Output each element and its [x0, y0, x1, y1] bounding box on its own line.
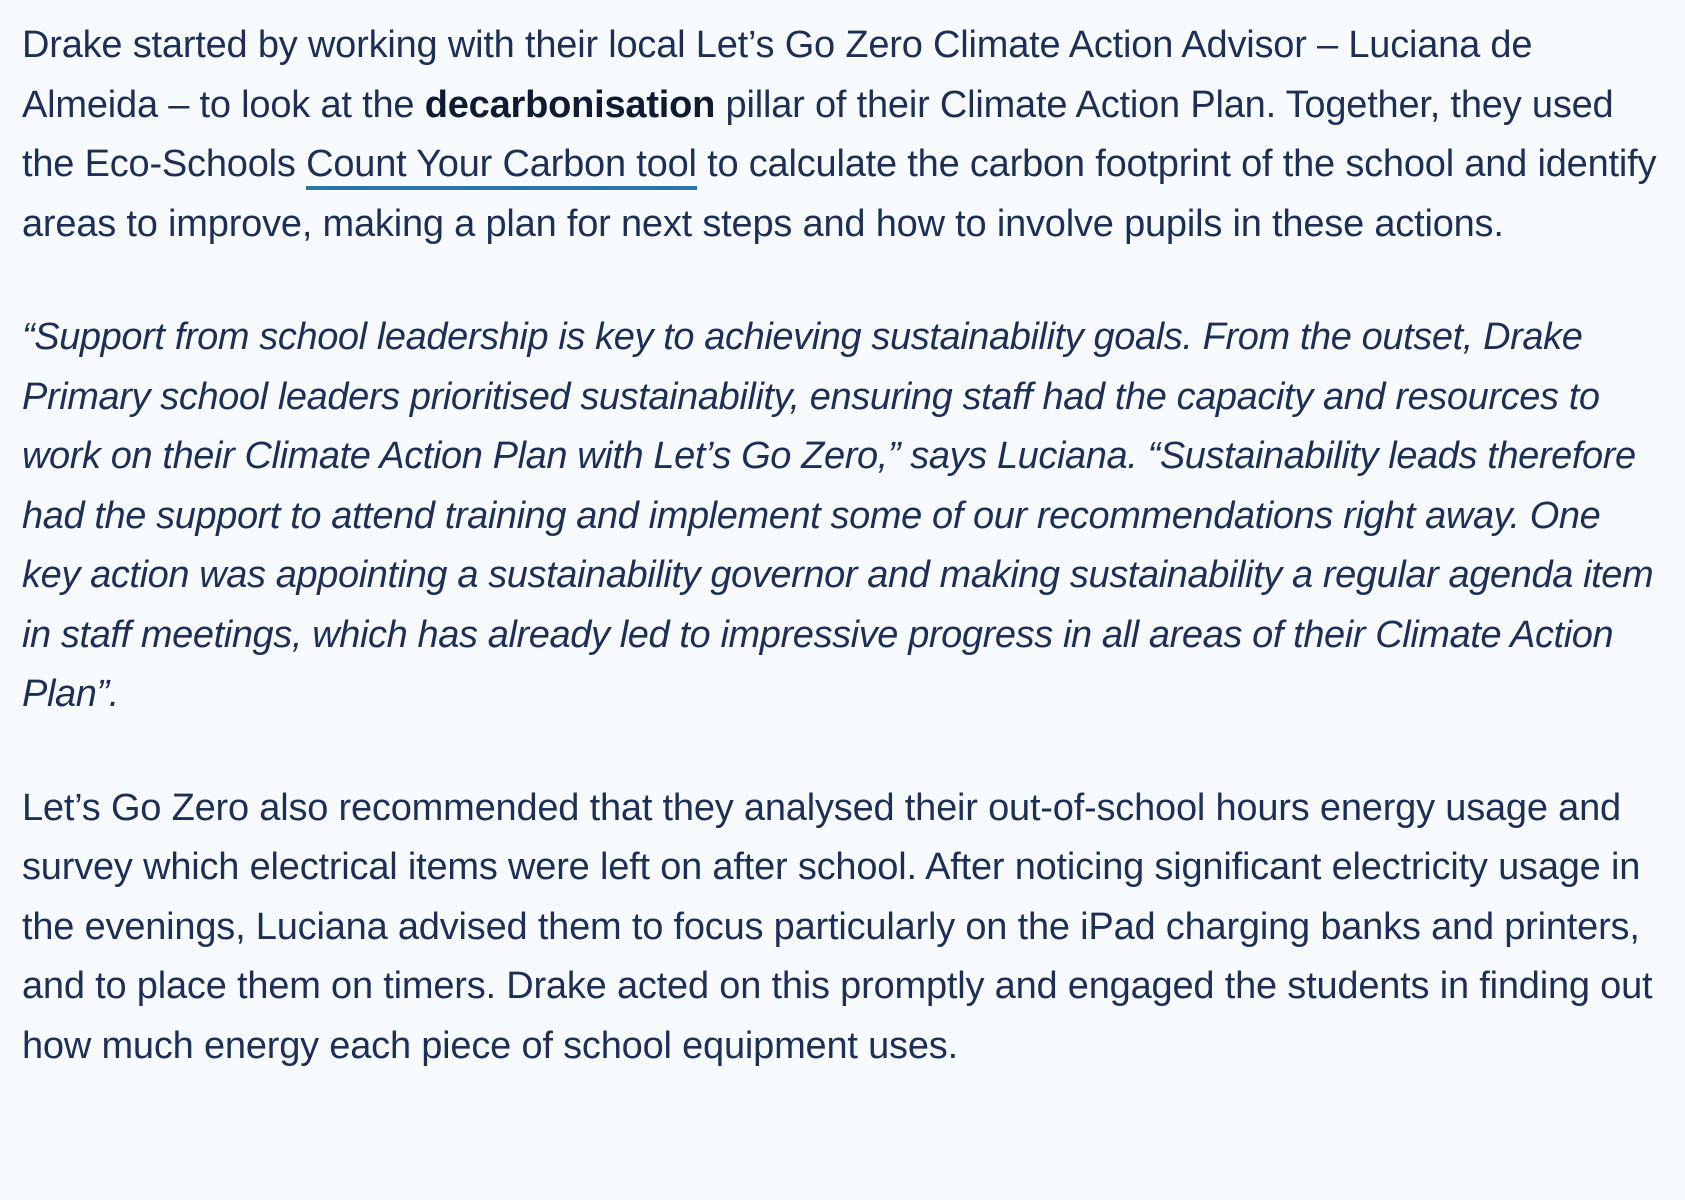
- paragraph-intro: [22, 16, 1662, 254]
- intro-text-end: to calculate the carbon footprint of the school and identify areas to improve, making a plan for next steps and how to involve pupils in these actions.: [22, 143, 1657, 245]
- decarbonisation-emphasis: decarbonisation: [424, 83, 716, 126]
- article-body: [22, 16, 1662, 1076]
- intro-text-start: Drake started by working with their local Let’s Go Zero Climate Action Advisor – Luciana de Almeida – to look at the: [22, 24, 1533, 126]
- paragraph-quote: “Support from school leadership is key to achieving sustainability goals. From the outset, Drake Primary school leaders prioritised sustainability, ensuring staff had the capacity and resources to work on their Climate Action Plan with Let’s Go Zero,” says Luciana. “Sustainability leads therefore had the support to attend training and implement some of our recommendations right away. One key action was appointing a sustainability governor and making sustainability a regular agenda item in staff meetings, which has already led to impressive progress in all areas of their Climate Action Plan”.: [22, 316, 1654, 715]
- paragraph-energy-usage: Let’s Go Zero also recommended that they analysed their out-of-school hours energy usage and survey which electrical items were left on after school. After noticing significant electricity usage in the evenings, Luciana advised them to focus particularly on the iPad charging banks and printers, and to place them on timers. Drake acted on this promptly and engaged the students in finding out how much energy each piece of school equipment uses.: [22, 786, 1653, 1067]
- intro-text-middle: pillar of their Climate Action Plan. Together, they used the Eco-Schools: [22, 83, 1614, 185]
- count-your-carbon-link[interactable]: Count Your Carbon tool: [306, 143, 697, 190]
